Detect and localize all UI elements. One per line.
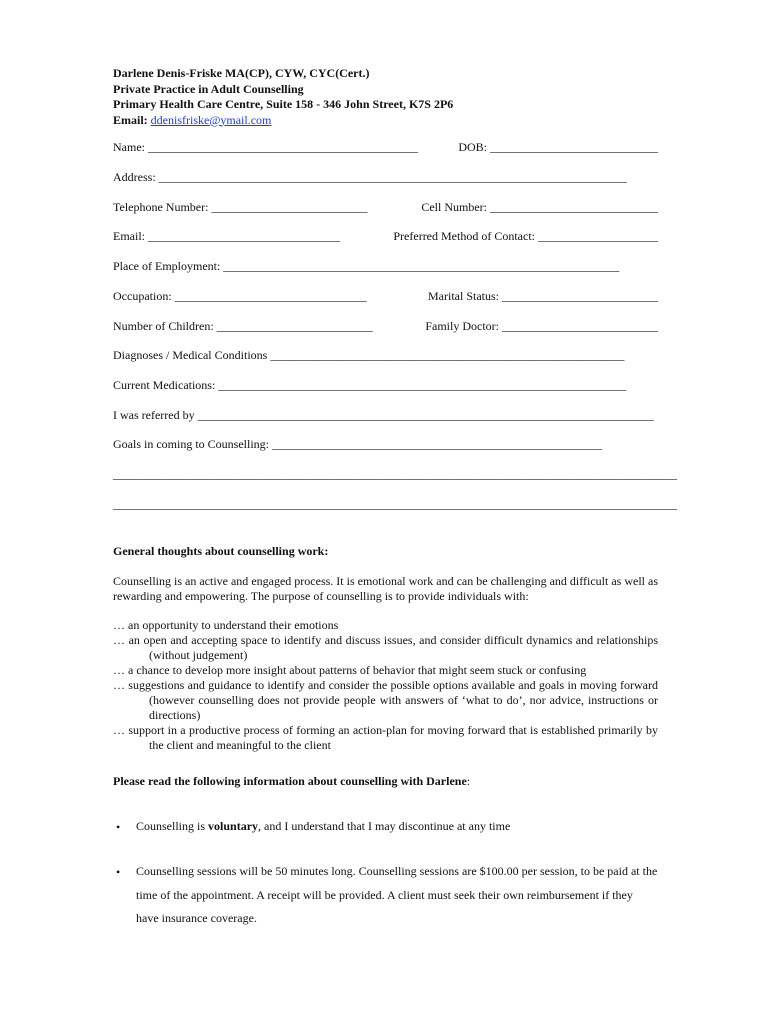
marital-status-field[interactable]: Marital Status: __________________________ <box>428 289 658 303</box>
ellipsis-mark: … <box>113 723 125 737</box>
ellipsis-mark: … <box>113 663 125 677</box>
purpose-item: … suggestions and guidance to identify and consider the possible options available and goals in moving forward (however counselling does not provide people with answers of ‘what to do’, nor advice, instructions or directions) <box>113 678 658 722</box>
email-line <box>113 113 453 129</box>
bullet-icon: • <box>116 820 121 834</box>
goals-blank-line-1[interactable]: ______________________________________________________________________________________________ <box>113 467 677 481</box>
practice-address: Primary Health Care Centre, Suite 158 - 346 John Street, K7S 2P6 <box>113 97 454 111</box>
dob-field[interactable]: DOB: ____________________________ <box>458 140 658 154</box>
purpose-item: … an open and accepting space to identify and discuss issues, and consider difficult dynamics and relationships (without judgement) <box>113 633 659 662</box>
email-link[interactable]: ddenisfriske@ymail.com <box>150 112 272 127</box>
goals-blank-line-2[interactable]: ______________________________________________________________________________________________ <box>113 497 677 511</box>
email-label: Email: <box>113 112 148 127</box>
general-intro-paragraph: Counselling is an active and engaged process. It is emotional work and can be challenging and difficult as well as rewarding and empowering. The purpose of counselling is to provide individuals with: <box>113 574 658 603</box>
occupation-row <box>113 289 658 304</box>
employment-field[interactable]: Place of Employment: __________________________________________________________________ <box>113 259 620 273</box>
purpose-item: … a chance to develop more insight about patterns of behavior that might seem stuck or confusing <box>113 663 587 677</box>
ellipsis-mark: … <box>113 678 125 692</box>
email-contact-row <box>113 229 658 244</box>
practice-name: Private Practice in Adult Counselling <box>113 81 304 96</box>
purpose-list <box>113 618 658 753</box>
telephone-field[interactable]: Telephone Number: __________________________ <box>113 200 368 214</box>
ellipsis-mark: … <box>113 633 125 647</box>
children-doctor-row <box>113 319 658 334</box>
ellipsis-mark: … <box>113 618 125 632</box>
address-field[interactable]: Address: ______________________________________________________________________________ <box>113 170 627 184</box>
purpose-item: … support in a productive process of forming an action-plan for moving forward that is established primarily by the client and meaningful to the client <box>113 723 658 752</box>
phone-row <box>113 200 658 215</box>
cell-field[interactable]: Cell Number: ____________________________ <box>421 200 658 214</box>
counsellor-name: Darlene Denis-Friske MA(CP), CYW, CYC(Cert.) <box>113 66 370 80</box>
medications-field[interactable]: Current Medications: ____________________________________________________________________ <box>113 378 627 392</box>
name-dob-row <box>113 140 658 155</box>
general-thoughts-heading: General thoughts about counselling work: <box>113 544 329 558</box>
diagnoses-field[interactable]: Diagnoses / Medical Conditions ___________________________________________________________ <box>113 348 625 362</box>
occupation-field[interactable]: Occupation: ________________________________ <box>113 289 367 303</box>
children-field[interactable]: Number of Children: __________________________ <box>113 319 373 333</box>
preferred-contact-field[interactable]: Preferred Method of Contact: ____________________ <box>393 229 658 243</box>
info-heading: Please read the following information about counselling with Darlene: <box>113 774 471 788</box>
bullet-icon: • <box>116 865 121 879</box>
family-doctor-field[interactable]: Family Doctor: __________________________ <box>425 319 658 333</box>
referred-field[interactable]: I was referred by ____________________________________________________________________________ <box>113 408 654 422</box>
intake-form-page: Darlene Denis-Friske MA(CP), CYW, CYC(Cert.) Private Practice in Adult Counselling Primary Health Care Centre, Suite 158 - 346 John Street, K7S 2P6 Email: ddenisfriske@ymail.com Name: _____________________________________________ DOB: ____________________________ Address: ______________________________________________________________________________ Telephone Number: __________________________ Cell Number: ____________________________ Email: ________________________________ Preferred Method of Contact: ____________________ Place of Employment: __________________________________________________________________ Occupation: ________________________________ Marital Status: __________________________ Number of Children: __________________________ Family Doctor: __________________________ Diagnoses / Medical Conditions ___________________________________________________________ Current Medications: ____________________________________________________________________ I was referred by ____________________________________________________________________________ Goals in coming to Counselling: _______________________________________________________ ______________________________________________________________________________________________ ______________________________________________________________________________________________ General thoughts about counselling work: Counselling is an active and engaged process. It is emotional work and can be challenging and difficult as well as rewarding and empowering. The purpose of counselling is to provide individuals with: … an opportunity to understand their emotions … an open and accepting space to identify and discuss issues, and consider difficult dynamics and relationships (without judgement) … a chance to develop more insight about patterns of behavior that might seem stuck or confusing … suggestions and guidance to identify and consider the possible options available and goals in moving forward (however counselling does not provide people with answers of ‘what to do’, nor advice, instructions or directions) … support in a productive process of forming an action-plan for moving forward that is established primarily by the client and meaningful to the client Please read the following information about counselling with Darlene: • Counselling is voluntary, and I understand that I may discontinue at any time • Counselling sessions will be 50 minutes long. Counselling sessions are $100.00 per session, to be paid at the time of the appointment. A receipt will be provided. A client must seek their own reimbursement if they have insurance coverage. <box>113 66 677 925</box>
name-field[interactable]: Name: _____________________________________________ <box>113 140 418 154</box>
letterhead <box>113 66 453 128</box>
purpose-item: … an opportunity to understand their emotions <box>113 618 339 632</box>
goals-field[interactable]: Goals in coming to Counselling: _______________________________________________________ <box>113 437 602 451</box>
email-field[interactable]: Email: ________________________________ <box>113 229 340 243</box>
